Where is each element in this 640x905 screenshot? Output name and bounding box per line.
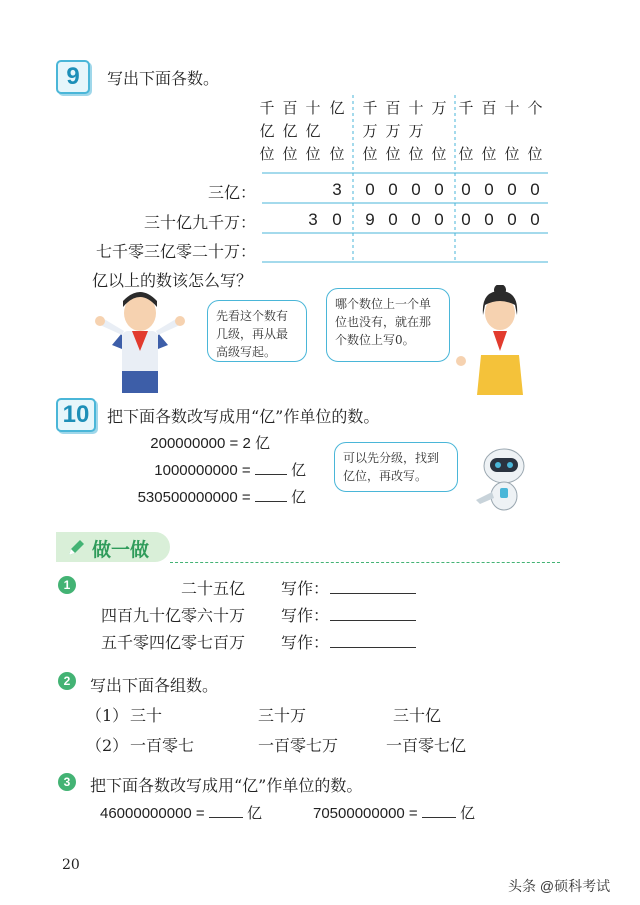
exercise-10-badge: 10 [56,398,96,432]
row-2-digit-10: 0 [484,210,494,229]
line-1-unit: 亿 [254,434,270,452]
q3-b-expression: 70500000000 = [313,805,418,822]
header-col-11-char-1: 十 [504,99,520,117]
line-3-unit: 亿 [290,488,306,506]
header-col-1-char-2: 亿 [259,122,275,140]
header-col-11-char-3: 位 [504,145,520,163]
q2-row1-item-1: 三十 [130,706,163,725]
line-3-expression: 530500000000 = [137,489,251,506]
q2-row1-tag: （1） [86,706,129,725]
q1-item-2-write: 写作： [281,606,330,625]
row-1-digit-10: 0 [484,180,494,199]
header-col-12-char-1: 个 [527,99,543,117]
line-2 [120,457,306,484]
q3-b-unit: 亿 [460,804,476,822]
girl-illustration [455,285,545,397]
q1-item-2-label: 四百九十亿零六十万 [100,606,245,625]
header-col-2-char-3: 位 [282,145,298,163]
q1-item-3-label: 五千零四亿零七百万 [100,633,245,652]
header-col-6-char-3: 位 [385,145,401,163]
q1-item-3-write: 写作： [281,633,330,652]
q3-a-unit: 亿 [247,804,263,822]
q2-row2-item-1: 一百零七 [130,736,195,755]
boy-speech-bubble: 先看这个数有几级，再从最高级写起。 [207,300,307,362]
q2-row2-tag: （2） [86,736,129,755]
line-2-unit: 亿 [290,461,306,479]
robot-speech-bubble: 可以先分级，找到亿位，再改写。 [334,442,458,492]
line-2-expression: 1000000000 = [154,462,251,479]
q3-b-blank[interactable] [422,803,456,818]
row-2-digit-8: 0 [434,210,444,229]
row-2-digit-11: 0 [507,210,517,229]
q3-a-blank[interactable] [209,803,243,818]
q2-row1-item-2: 三十万 [258,706,307,725]
header-col-1-char-3: 位 [259,145,275,163]
q3-number: 3 [58,773,76,791]
header-col-6-char-2: 万 [385,122,401,140]
row-2-digit-6: 0 [388,210,398,229]
header-col-8-char-1: 万 [431,99,447,117]
q2-prompt: 写出下面各组数。 [90,676,219,695]
pencil-icon [66,538,86,558]
header-col-8-char-3: 位 [431,145,447,163]
header-col-7-char-2: 万 [408,122,424,140]
exercise-10-lines [120,430,306,511]
header-col-10-char-1: 百 [481,99,497,117]
row-label-1: 三亿： [207,183,256,202]
header-col-10-char-3: 位 [481,145,497,163]
q1-item-3-blank[interactable] [330,647,416,648]
exercise-10-prompt: 把下面各数改写成用“亿”作单位的数。 [107,407,380,426]
row-1-digit-8: 0 [434,180,444,199]
exercise-9-badge: 9 [56,60,90,94]
q2-number: 2 [58,672,76,690]
exercise-9-prompt: 写出下面各数。 [107,69,220,88]
row-1-digit-6: 0 [388,180,398,199]
robot-illustration [472,444,532,516]
row-1-digit-9: 0 [461,180,471,199]
q3-a-expression: 46000000000 = [100,805,205,822]
row-2-digit-4: 0 [332,210,342,229]
page-number: 20 [62,857,80,873]
q1-item-1-blank[interactable] [330,593,416,594]
header-col-4-char-1: 亿 [329,99,345,117]
line-2-blank[interactable] [255,460,287,475]
row-1-digit-11: 0 [507,180,517,199]
row-1-digit-7: 0 [411,180,421,199]
header-col-3-char-1: 十 [305,99,321,117]
watermark-label: 头条 @硕科考试 [508,878,611,894]
row-label-3: 七千零三亿零二十万： [95,242,256,261]
boy-illustration [92,285,187,395]
header-col-6-char-1: 百 [385,99,401,117]
header-col-4-char-3: 位 [329,145,345,163]
q1-number: 1 [58,576,76,594]
row-2-digit-3: 3 [308,210,318,229]
q1-item-1-label: 二十五亿 [180,579,245,598]
q3-prompt: 把下面各数改写成用“亿”作单位的数。 [90,776,363,795]
header-col-7-char-3: 位 [408,145,424,163]
row-1-digit-12: 0 [530,180,540,199]
q1-item-2-blank[interactable] [330,620,416,621]
q3-item-b [313,802,475,823]
header-col-2-char-1: 百 [282,99,298,117]
header-col-5-char-1: 千 [362,99,378,117]
line-3 [120,484,306,511]
header-col-9-char-3: 位 [458,145,474,163]
section-title: 做一做 [92,539,150,561]
line-1 [120,430,270,457]
q3-item-a [100,802,262,823]
question-text: 亿以上的数该怎么写？ [92,271,253,290]
row-label-2: 三十亿九千万： [143,213,256,232]
header-col-2-char-2: 亿 [282,122,298,140]
q2-row2-item-2: 一百零七万 [258,736,339,755]
header-col-7-char-1: 十 [408,99,424,117]
row-1-digit-5: 0 [365,180,375,199]
row-2-digit-7: 0 [411,210,421,229]
header-col-5-char-3: 位 [362,145,378,163]
header-col-5-char-2: 万 [362,122,378,140]
row-2-digit-12: 0 [530,210,540,229]
header-col-9-char-1: 千 [458,99,474,117]
line-1-expression: 200000000 = 2 [150,435,251,452]
girl-speech-bubble: 哪个数位上一个单位也没有，就在那个数位上写0。 [326,288,450,362]
row-2-digit-9: 0 [461,210,471,229]
line-3-blank[interactable] [255,487,287,502]
header-col-3-char-2: 亿 [305,122,321,140]
header-col-3-char-3: 位 [305,145,321,163]
row-2-digit-5: 9 [365,210,375,229]
q2-row2-item-3: 一百零七亿 [386,736,467,755]
section-divider [170,562,560,563]
header-col-12-char-3: 位 [527,145,543,163]
header-col-1-char-1: 千 [259,99,275,117]
row-1-digit-4: 3 [332,180,342,199]
q1-item-1-write: 写作： [281,579,330,598]
q2-row1-item-3: 三十亿 [393,706,442,725]
